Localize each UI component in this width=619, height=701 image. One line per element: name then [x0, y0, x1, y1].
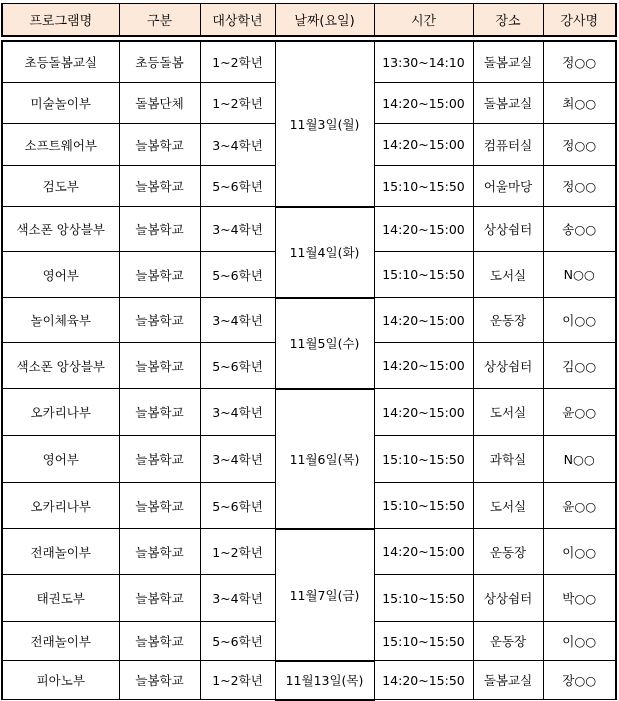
time-cell: 14:20~15:00	[374, 298, 473, 343]
table-row	[2, 529, 616, 575]
grade-cell: 1~2학년	[200, 529, 275, 575]
time-cell: 13:30~14:10	[374, 41, 473, 83]
place-cell: 운동장	[473, 622, 543, 661]
instructor-cell: 장○○	[543, 661, 616, 700]
program-cell: 놀이체육부	[2, 298, 119, 343]
time-cell: 15:10~15:50	[374, 575, 473, 622]
category-cell: 늘봄학교	[119, 389, 200, 436]
place-cell: 돌봄교실	[473, 661, 543, 700]
category-cell: 늘봄학교	[119, 483, 200, 529]
program-cell: 오카리나부	[2, 389, 119, 436]
grade-cell: 3~4학년	[200, 124, 275, 166]
time-cell: 14:20~15:00	[374, 529, 473, 575]
instructor-cell: 정○○	[543, 41, 616, 83]
instructor-cell: 정○○	[543, 166, 616, 207]
category-cell: 늘봄학교	[119, 298, 200, 343]
header-date: 날짜(요일)	[275, 4, 374, 37]
table-row	[2, 661, 616, 700]
place-cell: 돌봄교실	[473, 83, 543, 124]
grade-cell: 5~6학년	[200, 252, 275, 298]
time-cell: 15:10~15:50	[374, 252, 473, 298]
header-program: 프로그램명	[2, 4, 119, 37]
category-cell: 늘봄학교	[119, 207, 200, 252]
date-cell: 11월13일(목)	[275, 661, 374, 700]
time-cell: 15:10~15:50	[374, 166, 473, 207]
program-cell: 검도부	[2, 166, 119, 207]
category-cell: 늘봄학교	[119, 575, 200, 622]
grade-cell: 5~6학년	[200, 343, 275, 389]
grade-cell: 3~4학년	[200, 207, 275, 252]
category-cell: 늘봄학교	[119, 252, 200, 298]
grade-cell: 1~2학년	[200, 83, 275, 124]
date-cell: 11월5일(수)	[275, 298, 374, 389]
category-cell: 늘봄학교	[119, 436, 200, 483]
time-cell: 15:10~15:50	[374, 483, 473, 529]
grade-cell: 3~4학년	[200, 389, 275, 436]
place-cell: 도서실	[473, 252, 543, 298]
category-cell: 초등돌봄	[119, 41, 200, 83]
instructor-cell: 이○○	[543, 622, 616, 661]
place-cell: 과학실	[473, 436, 543, 483]
header-time: 시간	[374, 4, 473, 37]
program-cell: 태권도부	[2, 575, 119, 622]
program-cell: 소프트웨어부	[2, 124, 119, 166]
header-category: 구분	[119, 4, 200, 37]
place-cell: 운동장	[473, 298, 543, 343]
program-cell: 색소폰 앙상블부	[2, 343, 119, 389]
table-row	[2, 41, 616, 83]
place-cell: 어울마당	[473, 166, 543, 207]
instructor-cell: 윤○○	[543, 389, 616, 436]
category-cell: 늘봄학교	[119, 343, 200, 389]
place-cell: 상상쉼터	[473, 343, 543, 389]
category-cell: 늘봄학교	[119, 124, 200, 166]
time-cell: 14:20~15:00	[374, 124, 473, 166]
instructor-cell: 정○○	[543, 124, 616, 166]
grade-cell: 3~4학년	[200, 298, 275, 343]
category-cell: 늘봄학교	[119, 529, 200, 575]
instructor-cell: N○○	[543, 436, 616, 483]
program-cell: 영어부	[2, 252, 119, 298]
program-cell: 미술놀이부	[2, 83, 119, 124]
time-cell: 15:10~15:50	[374, 436, 473, 483]
place-cell: 컴퓨터실	[473, 124, 543, 166]
time-cell: 15:10~15:50	[374, 622, 473, 661]
program-cell: 피아노부	[2, 661, 119, 700]
grade-cell: 5~6학년	[200, 483, 275, 529]
table-row	[2, 298, 616, 343]
program-cell: 영어부	[2, 436, 119, 483]
header-instructor: 강사명	[543, 4, 616, 37]
place-cell: 돌봄교실	[473, 41, 543, 83]
place-cell: 상상쉼터	[473, 575, 543, 622]
date-cell: 11월3일(월)	[275, 41, 374, 207]
instructor-cell: 이○○	[543, 529, 616, 575]
table-row	[2, 207, 616, 252]
date-cell: 11월7일(금)	[275, 529, 374, 661]
instructor-cell: 윤○○	[543, 483, 616, 529]
category-cell: 늘봄학교	[119, 661, 200, 700]
program-cell: 전래놀이부	[2, 622, 119, 661]
grade-cell: 1~2학년	[200, 41, 275, 83]
time-cell: 14:20~15:00	[374, 83, 473, 124]
time-cell: 14:20~15:00	[374, 389, 473, 436]
grade-cell: 5~6학년	[200, 166, 275, 207]
table-row	[2, 389, 616, 436]
program-cell: 초등돌봄교실	[2, 41, 119, 83]
instructor-cell: 이○○	[543, 298, 616, 343]
grade-cell: 5~6학년	[200, 622, 275, 661]
date-cell: 11월6일(목)	[275, 389, 374, 529]
category-cell: 늘봄학교	[119, 166, 200, 207]
header-row	[2, 4, 616, 37]
grade-cell: 1~2학년	[200, 661, 275, 700]
time-cell: 14:20~15:00	[374, 207, 473, 252]
schedule-table	[1, 3, 617, 701]
place-cell: 상상쉼터	[473, 207, 543, 252]
place-cell: 도서실	[473, 483, 543, 529]
place-cell: 운동장	[473, 529, 543, 575]
program-cell: 색소폰 앙상블부	[2, 207, 119, 252]
time-cell: 14:20~15:00	[374, 343, 473, 389]
date-cell: 11월4일(화)	[275, 207, 374, 298]
time-cell: 14:20~15:50	[374, 661, 473, 700]
category-cell: 돌봄단체	[119, 83, 200, 124]
instructor-cell: 최○○	[543, 83, 616, 124]
header-grade: 대상학년	[200, 4, 275, 37]
place-cell: 도서실	[473, 389, 543, 436]
program-cell: 오카리나부	[2, 483, 119, 529]
program-cell: 전래놀이부	[2, 529, 119, 575]
grade-cell: 3~4학년	[200, 575, 275, 622]
instructor-cell: N○○	[543, 252, 616, 298]
instructor-cell: 박○○	[543, 575, 616, 622]
category-cell: 늘봄학교	[119, 622, 200, 661]
instructor-cell: 김○○	[543, 343, 616, 389]
header-place: 장소	[473, 4, 543, 37]
instructor-cell: 송○○	[543, 207, 616, 252]
grade-cell: 3~4학년	[200, 436, 275, 483]
